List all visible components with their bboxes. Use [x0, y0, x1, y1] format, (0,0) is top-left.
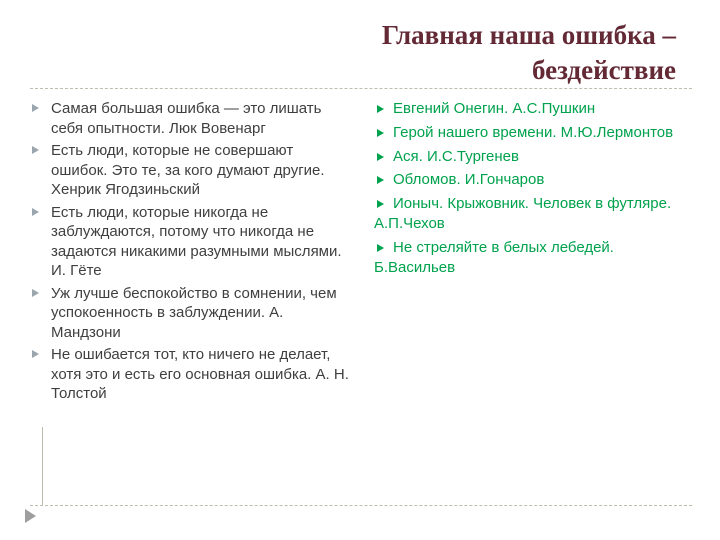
list-item [30, 345, 352, 404]
slide-body [30, 99, 692, 407]
arrow-bullet-icon [32, 208, 39, 216]
list-item [374, 170, 692, 190]
book-text: Ася. И.С.Тургенев [393, 147, 519, 165]
arrow-bullet-icon [377, 129, 384, 137]
arrow-bullet-icon [377, 200, 384, 208]
book-text: Герой нашего времени. М.Ю.Лермонтов [393, 123, 674, 141]
arrow-bullet-icon [377, 176, 384, 184]
list-item [374, 99, 692, 119]
list-item [30, 141, 352, 200]
book-text: Обломов. И.Гончаров [393, 171, 545, 189]
quote-text: Есть люди, которые не совершают ошибок. Это те, за кого думают другие. Хенрик Ягодзиньский [51, 142, 325, 198]
list-item [374, 123, 692, 143]
arrow-bullet-icon [32, 289, 39, 297]
slide-title [40, 18, 676, 88]
book-text: Не стреляйте в белых лебедей. Б.Васильев [374, 238, 614, 276]
slide-title-line1: Главная наша ошибка – [381, 20, 676, 50]
list-item [374, 238, 692, 278]
left-accent-line [42, 427, 43, 505]
quotes-list [30, 99, 352, 407]
arrow-bullet-icon [32, 350, 39, 358]
book-text: Ионыч. Крыжовник. Человек в футляре. А.П.Чехов [374, 195, 672, 232]
book-text: Евгений Онегин. А.С.Пушкин [393, 100, 596, 117]
footer-arrow-icon [25, 509, 36, 523]
list-item [30, 99, 352, 138]
arrow-bullet-icon [32, 104, 39, 112]
quote-text: Не ошибается тот, кто ничего не делает, хотя это и есть его основная ошибка. А. Н. Толстой [51, 346, 349, 402]
arrow-bullet-icon [377, 244, 384, 252]
slide-title-line2: бездействие [531, 55, 676, 86]
arrow-bullet-icon [377, 153, 384, 161]
list-item [374, 194, 692, 234]
list-item [374, 147, 692, 167]
books-list [374, 99, 692, 407]
quote-text: Уж лучше беспокойство в сомнении, чем успокоенность в заблуждении. А. Мандзони [51, 284, 337, 341]
quote-text: Самая большая ошибка — это лишать себя опытности. Люк Вовенарг [51, 100, 322, 137]
footer-separator-line [30, 505, 692, 506]
arrow-bullet-icon [32, 146, 39, 154]
quote-text: Есть люди, которые никогда не заблуждаются, потому что никогда не задаются никакими разумными мыслями. И. Гёте [51, 203, 342, 279]
list-item [30, 284, 352, 343]
title-separator-line [30, 88, 692, 89]
list-item [30, 203, 352, 281]
arrow-bullet-icon [377, 105, 384, 113]
